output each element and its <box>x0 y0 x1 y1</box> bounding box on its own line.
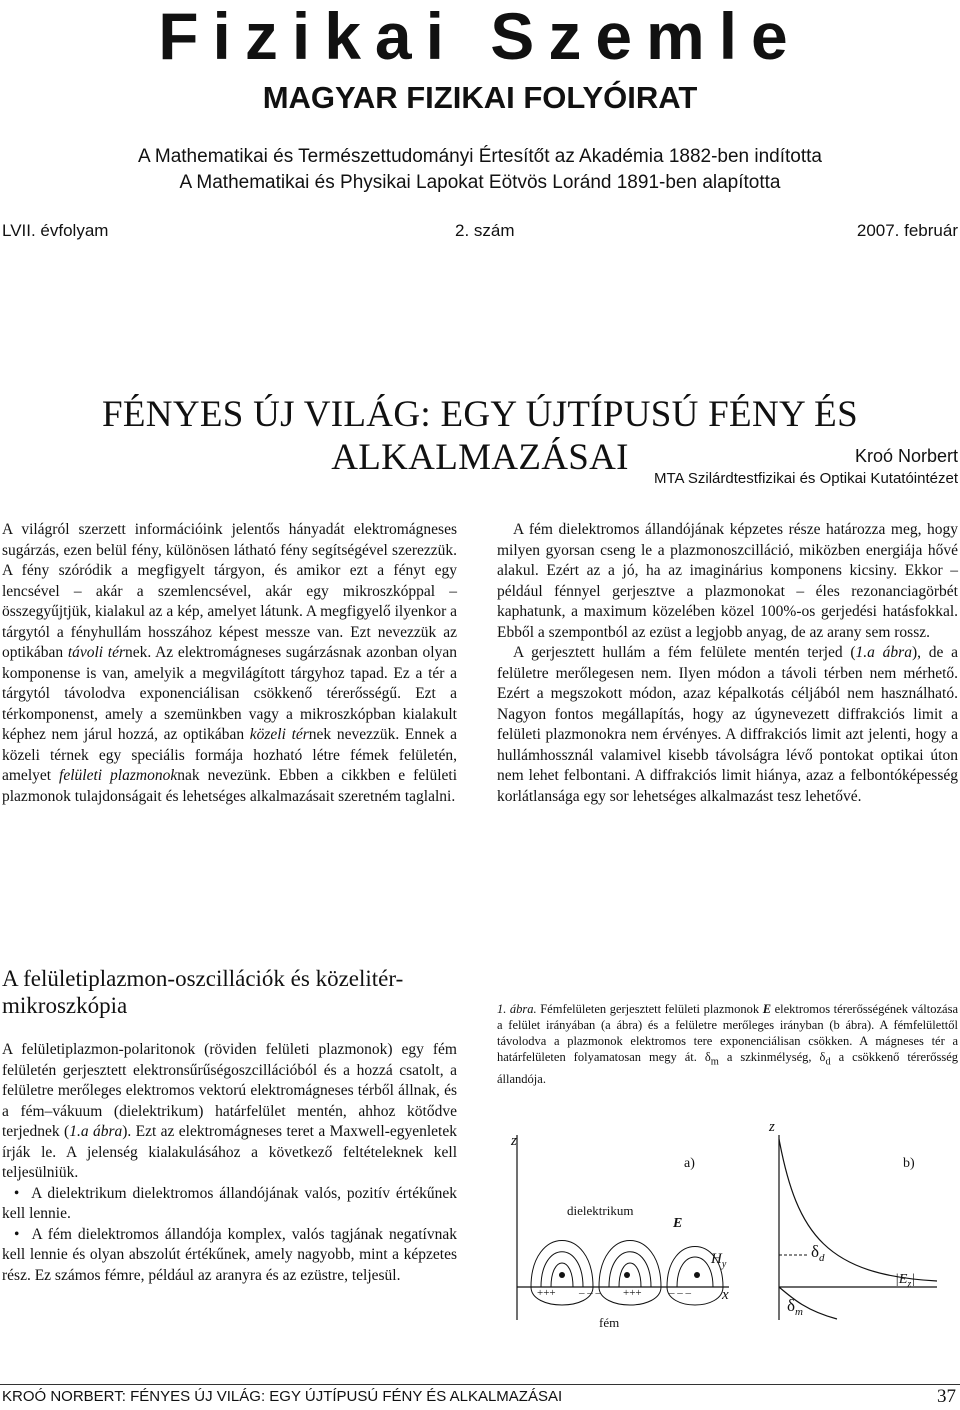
affiliation: MTA Szilárdtestfizikai és Optikai Kutatóintézet <box>653 470 958 487</box>
section-paragraph: A felületiplazmon-polaritonok (röviden felületi plazmonok) egy fém felületén gerjesztett elektronsűrűségoszcillációból és a hozzá csatolt, a felületre merőleges elektromos vektorú elektromágneses térből állnak, és a fém–vákuum (dielektrikum) határfelület mentén, ahhoz kötődve terjednek (1.a ábra). Ezt az elektromágneses teret a Maxwell-egyenletek írják le. A jelenség kialakulásához a következő feltételeknek kell teljesülniük. <box>2 1041 457 1181</box>
running-title: KROÓ NORBERT: FÉNYES ÚJ VILÁG: EGY ÚJTÍPUSÚ FÉNY ÉS ALKALMAZÁSAI <box>2 1388 563 1405</box>
footer-rule <box>0 1384 960 1385</box>
right-paragraph-1: A fém dielektromos állandójának képzetes része határozza meg, hogy milyen gyorsan cseng le a plazmonoszcilláció, miközben energiája hővé alakul. Ezért az a jó, ha az imaginárius komponens kicsiny. Ekkor – például fénnyel gerjesztve a plazmonokat – éles rezonanciagörbét kaphatunk, a maximum közelében közel 100%-os gerjedési hatásfokkal. Ebből a szempontból az ezüst a legjobb anyag, de az arany sem rossz. <box>497 521 958 641</box>
metal-label: fém <box>599 1315 620 1330</box>
article-title: FÉNYES ÚJ VILÁG: EGY ÚJTÍPUSÚ FÉNY ÉS ALKALMAZÁSAI <box>102 394 858 478</box>
dielectric-label: dielektrikum <box>567 1203 634 1218</box>
delta-m-label: $\delta_m$ <box>787 1296 803 1318</box>
charge-label: +++ <box>623 1287 642 1299</box>
panel-a-label: a) <box>684 1156 695 1171</box>
E-label: E <box>673 1216 683 1231</box>
issue-date: 2007. február <box>856 221 958 240</box>
charge-label: – – – <box>669 1287 691 1299</box>
bullet-item: • A dielektrikum dielektromos állandójának valós, pozitív értékűnek kell lennie. <box>2 1184 457 1222</box>
figure-caption: 1. ábra. Fémfelületen gerjesztett felületi plazmonok E elektromos térerősségének változása a felület irányában (a ábra) és a felületre merőleges irányban (b ábra). A fémfelülettől távolodva a plazmonok elektromos tere exponenciálisan csökken. A mágneses tér a határfelületen folyamatosan megy át. $\delta_m$ a szkinmélység, $\delta_d$ a csökkenő térerősség állandója. <box>497 1002 959 1086</box>
bullet-item: • A fém dielektromos állandója komplex, valós tagjának negatívnak kell lennie és olyan abszolút értékűnek, amely nagyobb, mint a képzetes rész. Ez számos fémre, például az aranyra és az ezüstre, teljesül. <box>2 1225 457 1284</box>
intro-text <box>2 520 457 807</box>
intro-paragraph: A világról szerzett információink jelentős hányadát elektromágneses sugárzás, ezen belül fény, különösen látható fény segítségével szerezzük. A fény szóródik a megfigyelt tárgyon, és amikor ezt a fényt egy lencsével – akár a szemlencsével, akár egy mikroszkóppal – összegyűjtjük, kialakul az a kép, amelyet látunk. A megfigyelő ilyenkor a tárgytól a fényhullám hosszához képest messze van. Ezt nevezzük az optikában távoli térnek. Az elektromágneses sugárzásnak azonban olyan komponense is van, amelyik a megvilágított tárgyhoz tapad. Ez a tér a tárgytól távolodva exponenciálisan csökkenő térerősségű. Ezt a térkomponenst, amely a szemünkben vagy a mikroszkópban kialakult képhez nem járul hozzá, az optikában közeli térnek nevezzük. Ennek a közeli térnek egy speciális formája hozható létre fémek felületén, amelyet felületi plazmonoknak nevezünk. Ebben a cikkben e felületi plazmonok tulajdonságait és lehetséges alkalmazásait szeretném taglalni. <box>2 521 458 805</box>
x-label: x <box>722 1287 729 1303</box>
z-label-b: z <box>769 1119 775 1135</box>
plasmon-figure <box>497 1115 959 1365</box>
page-number: 37 <box>937 1386 956 1407</box>
founding-line-2: A Mathematikai és Physikai Lapokat Eötvös Loránd 1891-ben alapította <box>179 172 781 193</box>
Ez-label: $|E_z|$ <box>895 1272 916 1290</box>
journal-title: Fizikai Szemle <box>158 0 802 73</box>
author: Kroó Norbert <box>854 446 958 466</box>
charge-label: +++ <box>537 1287 556 1299</box>
volume: LVII. évfolyam <box>2 221 109 240</box>
journal-subtitle: MAGYAR FIZIKAI FOLYÓIRAT <box>262 80 698 115</box>
issue-number: 2. szám <box>455 221 515 240</box>
z-label-a: z <box>511 1133 517 1149</box>
delta-d-label: $\delta_d$ <box>811 1242 825 1264</box>
charge-label: – – – <box>579 1287 601 1299</box>
panel-b-label: b) <box>903 1156 915 1171</box>
right-column-text <box>497 520 958 807</box>
founding-line-1: A Mathematikai és Természettudományi Értesítőt az Akadémia 1882-ben indította <box>137 146 823 167</box>
H-label: $H_y$ <box>711 1251 727 1270</box>
section-body <box>2 1040 457 1286</box>
section-heading: A felületiplazmon-oszcillációk és közelitér-mikroszkópia <box>2 966 404 1018</box>
right-paragraph-2: A gerjesztett hullám a fém felülete mentén terjed (1.a ábra), de a felületre merőlegesen nem. Ilyen módon a távoli térben nem mérhető. Ezért a megszokott módon, azaz képalkotás céljából nem használható. Nagyon fontos megállapítás, hogy az úgynevezett diffrakciós limit a felületi plazmonokra nem érvényes. A diffrakciós limit azt jelenti, hogy a hullámhossznál valamivel kisebb távolságra lévő pontokat optikai úton nem lehet felbontani. A diffrakciós limit hiánya, azaz a felbontóképesség korlátlansága egy sor lehetséges alkalmazást tesz lehetővé. <box>497 644 958 805</box>
